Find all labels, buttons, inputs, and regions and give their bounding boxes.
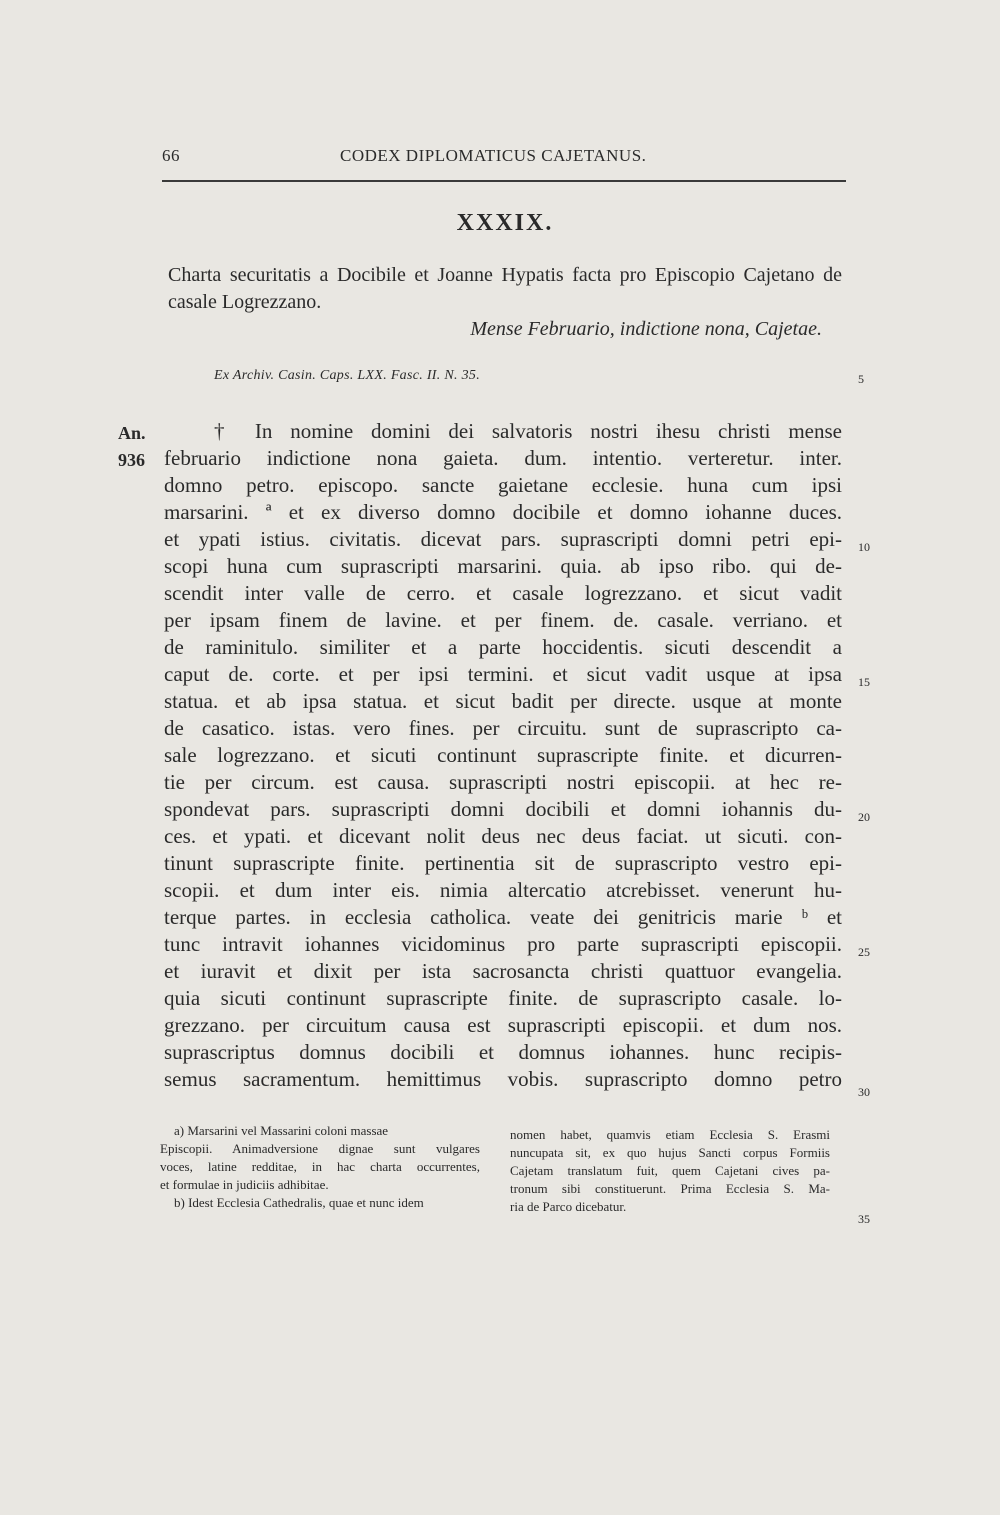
footnote-line: Episcopii. Animadversione dignae sunt vulgares [160, 1141, 480, 1156]
footnote-line: voces, latine redditae, in hac charta occurrentes, [160, 1159, 480, 1174]
text-line: ces. et ypati. et dicevant nolit deus nec deus faciat. ut sicuti. con- [164, 824, 842, 848]
archive-source: Ex Archiv. Casin. Caps. LXX. Fasc. II. N. 35. [214, 368, 480, 383]
line-number: 30 [858, 1085, 870, 1099]
footnote-line: tronum sibi constituerunt. Prima Ecclesia S. Ma- [510, 1181, 830, 1196]
footnote-line: et formulae in judiciis adhibitae. [160, 1177, 329, 1192]
text-line: scopi huna cum suprascripti marsarini. quia. ab ipso ribo. qui de- [164, 554, 842, 578]
margin-year: 936 [118, 450, 145, 470]
line-number: 5 [858, 372, 864, 386]
charter-text [164, 418, 842, 1093]
document-date: Mense Februario, indictione nona, Cajetae. [470, 318, 822, 340]
footnotes-left-column [160, 1122, 480, 1212]
footnotes-right-column [510, 1126, 830, 1216]
text-line: statua. et ab ipsa statua. et sicut badit per directe. usque at monte [164, 689, 842, 713]
text-line: scopii. et dum inter eis. nimia altercatio atcrebisset. venerunt hu- [164, 878, 842, 902]
text-line: et ypati istius. civitatis. dicevat pars. suprascripti domni petri epi- [164, 527, 842, 551]
document-title [168, 262, 842, 316]
text-line: domno petro. episcopo. sancte gaietane ecclesie. huna cum ipsi [164, 473, 842, 497]
line-number: 10 [858, 540, 870, 554]
text-line: suprascriptus domnus docibili et domnus iohannes. hunc recipis- [164, 1040, 842, 1064]
header-rule [162, 180, 846, 182]
document-title-text: Charta securitatis a Docibile et Joanne Hypatis facta pro Episcopio Cajetano de casale Logrezzano. [168, 264, 842, 313]
footnote-line: a) Marsarini vel Massarini coloni massae [174, 1123, 389, 1138]
text-line: per ipsam finem de lavine. et per finem. de. casale. verriano. et [164, 608, 842, 632]
text-line: caput de. corte. et per ipsi termini. et sicut vadit usque at ipsa [164, 662, 842, 686]
text-line: terque partes. in ecclesia catholica. veate dei genitricis marie ᵇ et [164, 905, 842, 929]
footnote-line: Cajetam translatum fuit, quem Cajetani cives pa- [510, 1163, 830, 1178]
text-line: februario indictione nona gaieta. dum. intentio. verteretur. inter. [164, 446, 842, 470]
footnote-line: b) Idest Ecclesia Cathedralis, quae et nunc idem [174, 1195, 424, 1210]
text-line: et iuravit et dixit per ista sacrosancta christi quattuor evangelia. [164, 959, 842, 983]
text-line: de casatico. istas. vero fines. per circuitu. sunt de suprascripto ca- [164, 716, 842, 740]
line-number: 25 [858, 945, 870, 959]
text-line: semus sacramentum. hemittimus vobis. suprascripto domno petro [164, 1067, 842, 1091]
text-line: marsarini. ª et ex diverso domno docibile et domno iohanne duces. [164, 500, 842, 524]
running-title: CODEX DIPLOMATICUS CAJETANUS. [340, 146, 647, 165]
text-line: tinunt suprascripte finite. pertinentia sit de suprascripto vestro epi- [164, 851, 842, 875]
text-line: grezzano. per circuitum causa est suprascripti episcopii. et dum nos. [164, 1013, 842, 1037]
margin-year-label: An. [118, 423, 146, 443]
page-header [162, 146, 846, 176]
text-line: † In nomine domini dei salvatoris nostri ihesu christi mense [214, 419, 842, 443]
text-line: spondevat pars. suprascripti domni docibili et domni iohannis du- [164, 797, 842, 821]
document-number: XXXIX. [456, 210, 554, 236]
text-line: quia sicuti continunt suprascripte finite. de suprascripto casale. lo- [164, 986, 842, 1010]
text-line: sale logrezzano. et sicuti continunt suprascripte finite. et dicurren- [164, 743, 842, 767]
text-line: tunc intravit iohannes vicidominus pro parte suprascripti episcopii. [164, 932, 842, 956]
footnote-line: nuncupata sit, ex quo hujus Sancti corpus Formiis [510, 1145, 830, 1160]
footnote-line: ria de Parco dicebatur. [510, 1199, 627, 1214]
line-number: 15 [858, 675, 870, 689]
line-number: 20 [858, 810, 870, 824]
text-line: tie per circum. est causa. suprascripti nostri episcopii. at hec re- [164, 770, 842, 794]
text-line: scendit inter valle de cerro. et casale logrezzano. et sicut vadit [164, 581, 842, 605]
text-line: de raminitulo. similiter et a parte hoccidentis. sicuti descendit a [164, 635, 842, 659]
footnote-line: nomen habet, quamvis etiam Ecclesia S. Erasmi [510, 1127, 830, 1142]
line-number: 35 [858, 1212, 870, 1226]
page-number: 66 [162, 146, 180, 165]
